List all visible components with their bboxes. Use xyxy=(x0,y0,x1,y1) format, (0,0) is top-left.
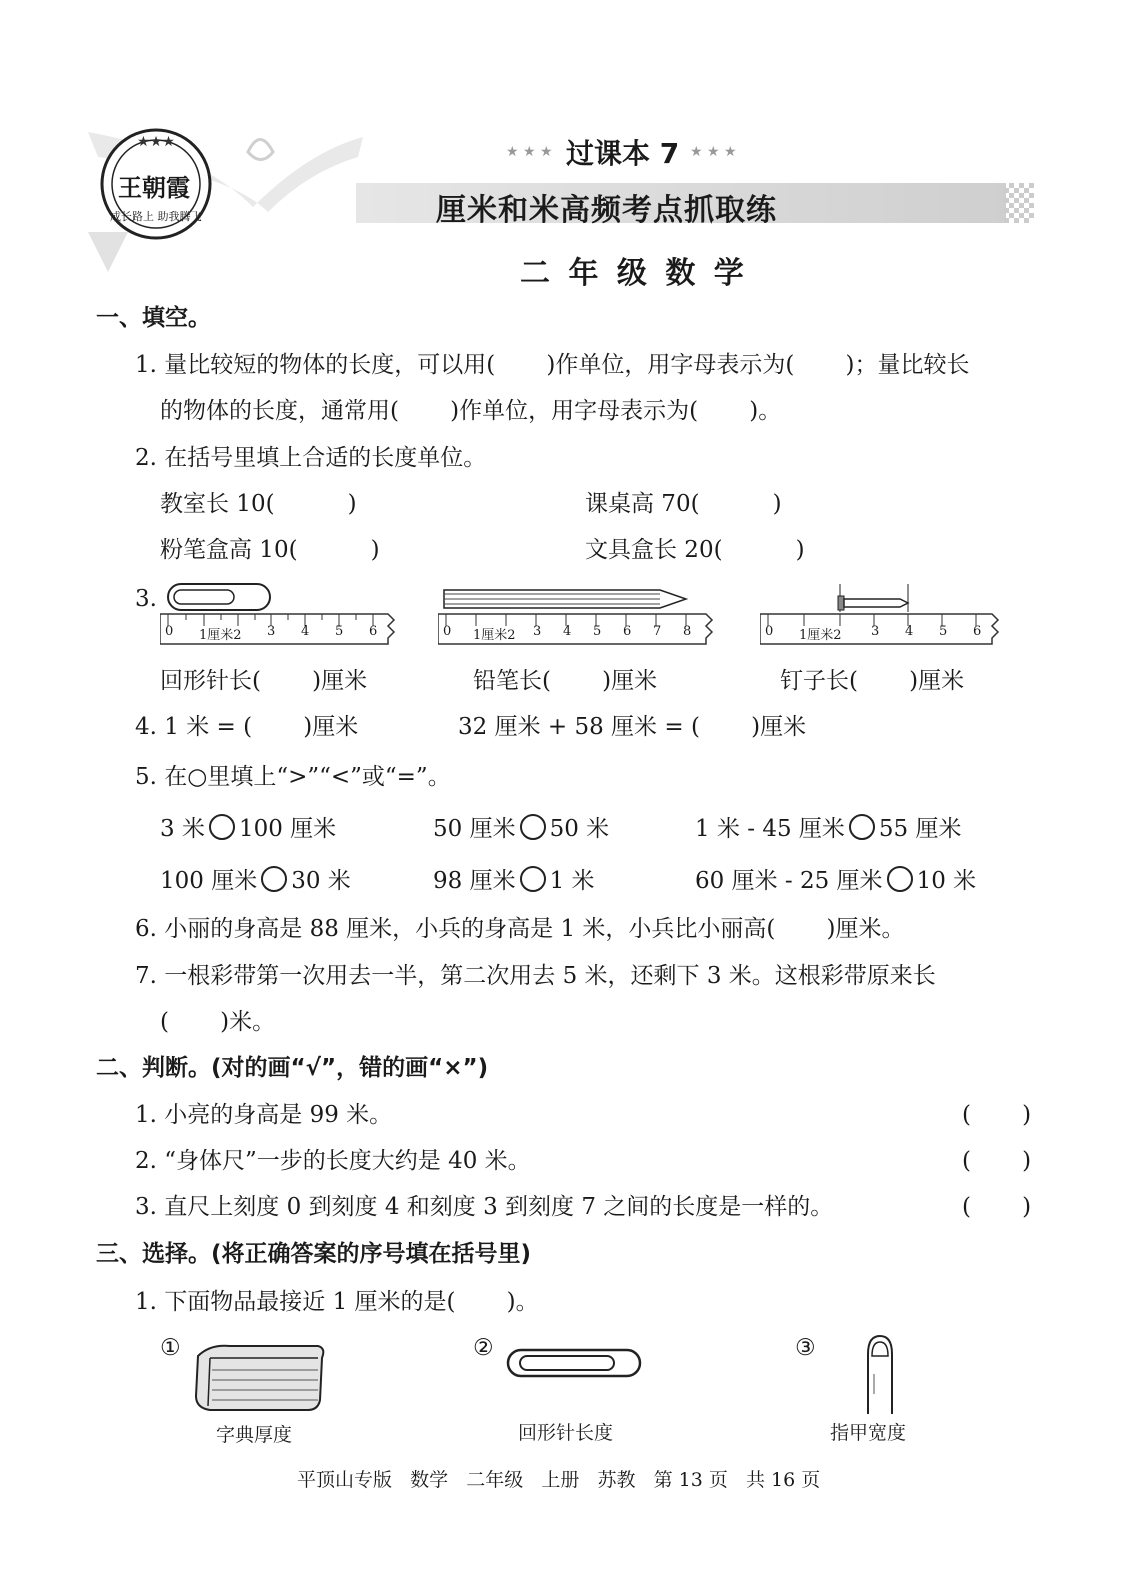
option-number: ③ xyxy=(795,1335,816,1361)
q5-item: 3 米 100 厘米 xyxy=(160,816,337,842)
q3-caption: 铅笔长( )厘米 xyxy=(473,668,658,694)
judge-item: 2. “身体尺”一步的长度大约是 40 米。 xyxy=(135,1148,531,1174)
compare-circle[interactable] xyxy=(849,814,875,840)
q2-item: 粉笔盒高 10( ) xyxy=(160,537,380,563)
option-caption: 回形针长度 xyxy=(518,1422,614,1444)
answer-paren[interactable]: ( ) xyxy=(962,1194,1032,1220)
q2: 2. 在括号里填上合适的长度单位。 xyxy=(135,445,487,471)
page-subtitle: 二 年 级 数 学 xyxy=(520,256,748,291)
compare-circle[interactable] xyxy=(887,866,913,892)
ruler-tick: 5 xyxy=(335,624,344,639)
page-footer: 平顶山专版 数学 二年级 上册 苏教 第 13 页 共 16 页 xyxy=(297,1469,821,1491)
q2-item: 文具盒长 20( ) xyxy=(585,537,805,563)
ruler-tick: 1厘米2 xyxy=(799,628,842,643)
q7-line1: 7. 一根彩带第一次用去一半，第二次用去 5 米，还剩下 3 米。这根彩带原来长 xyxy=(135,963,936,989)
q2-item: 教室长 10( ) xyxy=(160,491,357,517)
ruler-tick: 4 xyxy=(563,624,572,639)
finger-icon xyxy=(858,1334,898,1414)
compare-circle[interactable] xyxy=(261,866,287,892)
answer-paren[interactable]: ( ) xyxy=(962,1102,1032,1128)
banner-checker-decoration xyxy=(1004,183,1034,223)
option-caption: 指甲宽度 xyxy=(830,1422,907,1444)
ruler-tick: 3 xyxy=(871,624,880,639)
option-number: ② xyxy=(473,1335,494,1361)
section1-heading: 一、填空。 xyxy=(96,305,211,331)
ruler-tick: 5 xyxy=(593,624,602,639)
ruler-tick: 3 xyxy=(533,624,542,639)
q4a: 4. 1 米 = ( )厘米 xyxy=(135,714,359,740)
q3-number: 3. xyxy=(135,586,157,612)
ruler-tick: 6 xyxy=(369,624,378,639)
q1-line2: 的物体的长度，通常用( )作单位，用字母表示为( )。 xyxy=(160,398,782,424)
ruler-tick: 6 xyxy=(623,624,632,639)
compare-circle[interactable] xyxy=(520,866,546,892)
svg-text:★★★: ★★★ xyxy=(137,134,175,150)
q5-item: 1 米 - 45 厘米 55 厘米 xyxy=(695,816,962,842)
q2-item: 课桌高 70( ) xyxy=(585,491,782,517)
section3-heading: 三、选择。(将正确答案的序号填在括号里) xyxy=(96,1241,532,1267)
logo-text: 王朝霞 xyxy=(118,174,190,202)
paperclip-figure xyxy=(160,582,400,648)
q7-line2: ( )米。 xyxy=(160,1009,276,1035)
dictionary-icon xyxy=(190,1340,330,1420)
ruler-tick: 4 xyxy=(301,624,310,639)
section2-heading: 二、判断。(对的画“√”，错的画“×”) xyxy=(96,1055,489,1081)
stars-right-icon: ★ ★ ★ xyxy=(690,144,737,160)
compare-circle[interactable] xyxy=(209,814,235,840)
ruler-tick: 7 xyxy=(653,624,662,639)
ruler-tick: 1厘米2 xyxy=(199,628,242,643)
ruler-tick: 0 xyxy=(165,624,174,639)
q5-item: 50 厘米 50 米 xyxy=(433,816,610,842)
stars-left-icon: ★ ★ ★ xyxy=(506,144,553,160)
q5-item: 100 厘米 30 米 xyxy=(160,868,351,894)
judge-item: 3. 直尺上刻度 0 到刻度 4 和刻度 3 到刻度 7 之间的长度是一样的。 xyxy=(135,1194,834,1220)
judge-item: 1. 小亮的身高是 99 米。 xyxy=(135,1102,393,1128)
answer-paren[interactable]: ( ) xyxy=(962,1148,1032,1174)
ruler-tick: 0 xyxy=(765,624,774,639)
q5: 5. 在○里填上“>”“<”或“=”。 xyxy=(135,764,451,790)
q6: 6. 小丽的身高是 88 厘米，小兵的身高是 1 米，小兵比小丽高( )厘米。 xyxy=(135,916,905,942)
ruler-tick: 0 xyxy=(443,624,452,639)
q5-item: 60 厘米 - 25 厘米 10 米 xyxy=(695,868,977,894)
choice-question: 1. 下面物品最接近 1 厘米的是( )。 xyxy=(135,1289,539,1315)
page-title: 厘米和米高频考点抓取练 xyxy=(436,193,777,228)
q1-line1: 1. 量比较短的物体的长度，可以用( )作单位，用字母表示为( )；量比较长 xyxy=(135,352,970,378)
ruler-tick: 4 xyxy=(905,624,914,639)
lesson-tag: 过课本 7 xyxy=(566,137,680,170)
option-number: ① xyxy=(160,1335,181,1361)
q3-caption: 钉子长( )厘米 xyxy=(780,668,965,694)
ruler-tick: 3 xyxy=(267,624,276,639)
q3-caption: 回形针长( )厘米 xyxy=(160,668,368,694)
paperclip-icon xyxy=(504,1346,644,1380)
ruler-tick: 6 xyxy=(973,624,982,639)
q5-item: 98 厘米 1 米 xyxy=(433,868,595,894)
compare-circle[interactable] xyxy=(520,814,546,840)
ruler-tick: 5 xyxy=(939,624,948,639)
q4b: 32 厘米 + 58 厘米 = ( )厘米 xyxy=(458,714,807,740)
logo-subtext: 成长路上 助我腾飞 xyxy=(110,210,202,223)
option-caption: 字典厚度 xyxy=(216,1424,293,1446)
ruler-tick: 8 xyxy=(683,624,692,639)
ruler-tick: 1厘米2 xyxy=(473,628,516,643)
